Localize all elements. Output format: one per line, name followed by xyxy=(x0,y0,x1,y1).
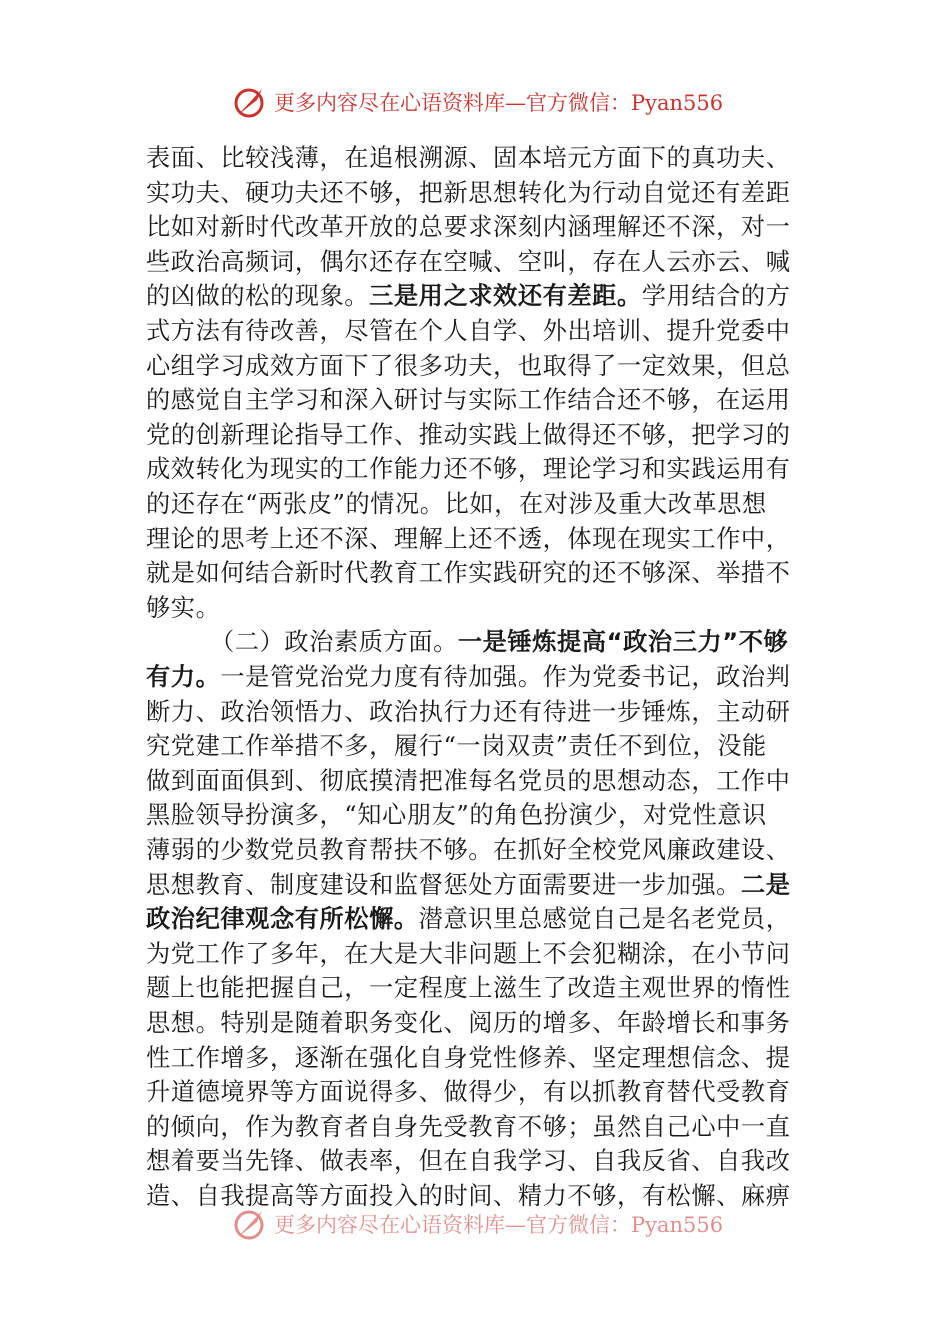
text-line xyxy=(146,349,810,383)
text-run: 表面、比较浅薄，在追根溯源、固本培元方面下的真功夫、 xyxy=(146,144,791,172)
watermark-text: 更多内容尽在心语资料库—官方微信：Pyan556 xyxy=(274,91,724,115)
text-line xyxy=(146,314,810,348)
text-run: 一是管党治党力度有待加强。作为党委书记，政治判 xyxy=(220,663,791,691)
text-line xyxy=(146,798,810,832)
text-run: 为党工作了多年，在大是大非问题上不会犯糊涂，在小节问 xyxy=(146,939,791,968)
text-run: 学用结合的方 xyxy=(641,282,791,311)
text-line xyxy=(146,245,810,279)
text-line xyxy=(146,452,810,486)
text-line xyxy=(146,556,810,590)
text-line xyxy=(146,937,810,971)
text-run: 造、自我提高等方面投入的时间、精力不够，有松懈、麻痹 xyxy=(146,1182,791,1210)
text-run: 心组学习成效方面下了很多功夫，也取得了一定效果，但总 xyxy=(146,351,791,380)
quill-logo-icon xyxy=(232,1206,268,1242)
watermark-header xyxy=(232,82,752,122)
text-run: 式方法有待改善，尽管在个人自学、外出培训、提升党委中 xyxy=(146,317,791,345)
bold-heading: 有力。 xyxy=(146,663,221,691)
bold-heading: 二是 xyxy=(740,870,791,899)
text-line xyxy=(146,210,810,244)
text-run: 够实。 xyxy=(146,593,221,622)
text-run: 薄弱的少数党员教育帮扶不够。在抓好全校党风廉政建设、 xyxy=(146,836,791,864)
text-run: 理论的思考上还不深、理解上还不透，体现在现实工作中， xyxy=(146,524,791,553)
text-run: 成效转化为现实的工作能力还不够，理论学习和实践运用有 xyxy=(146,455,791,484)
text-line xyxy=(146,764,810,798)
text-run: 思想教育、制度建设和监督惩处方面需要进一步加强。 xyxy=(146,870,741,899)
text-line xyxy=(146,141,810,175)
text-run: 升道德境界等方面说得多、做得少，有以抓教育替代受教育 xyxy=(146,1078,791,1107)
watermark-text: 更多内容尽在心语资料库—官方微信：Pyan556 xyxy=(274,1213,724,1237)
text-line xyxy=(146,522,810,556)
text-line xyxy=(210,625,874,659)
text-line xyxy=(146,591,810,625)
bold-heading: 三是用之求效还有差距。 xyxy=(369,282,642,311)
text-run: 的感觉自主学习和深入研讨与实际工作结合还不够，在运用 xyxy=(146,386,791,415)
text-run: 就是如何结合新时代教育工作实践研究的还不够深、举措不 xyxy=(146,559,791,588)
text-line xyxy=(146,971,810,1005)
text-run: 黑脸领导扮演多，“知心朋友”的角色扮演少，对党性意识 xyxy=(146,801,767,830)
text-line xyxy=(146,833,810,867)
watermark-footer xyxy=(232,1204,752,1244)
quill-logo-icon xyxy=(232,84,268,120)
text-line xyxy=(146,1006,810,1040)
text-run: 潜意识里总感觉自己是名老党员， xyxy=(418,905,791,934)
text-line xyxy=(146,868,810,902)
text-line xyxy=(146,660,810,694)
text-line xyxy=(146,383,810,417)
text-run: 断力、政治领悟力、政治执行力还有待进一步锤炼，主动研 xyxy=(146,697,791,726)
text-run: 的倾向，作为教育者自身先受教育不够；虽然自己心中一直 xyxy=(146,1112,791,1141)
text-run: 性工作增多，逐渐在强化自身党性修养、坚定理想信念、提 xyxy=(146,1043,791,1072)
text-line xyxy=(146,902,810,936)
text-run: 究党建工作举措不多，履行“一岗双责”责任不到位，没能 xyxy=(146,732,767,761)
text-run: 的还存在“两张皮”的情况。比如，在对涉及重大改革思想 xyxy=(146,490,767,518)
text-run: 些政治高频词，偶尔还存在空喊、空叫，存在人云亦云、喊 xyxy=(146,247,791,276)
text-run: 做到面面俱到、彻底摸清把准每名党员的思想动态，工作中 xyxy=(146,766,791,795)
bold-heading: 一是锤炼提高“政治三力”不够 xyxy=(457,628,789,657)
text-run: 思想。特别是随着职务变化、阅历的增多、年龄增长和事务 xyxy=(146,1009,791,1037)
text-line xyxy=(146,1110,810,1144)
text-line xyxy=(146,1041,810,1075)
text-run: （二）政治素质方面。 xyxy=(210,628,458,657)
text-run: 党的创新理论指导工作、推动实践上做得还不够，把学习的 xyxy=(146,420,791,449)
text-line xyxy=(146,176,810,210)
text-run: 比如对新时代改革开放的总要求深刻内涵理解还不深，对一 xyxy=(146,213,791,242)
text-run: 题上也能把握自己，一定程度上滋生了改造主观世界的惰性 xyxy=(146,974,791,1003)
text-run: 想着要当先锋、做表率，但在自我学习、自我反省、自我改 xyxy=(146,1147,791,1176)
text-run: 的凶做的松的现象。 xyxy=(146,282,370,311)
text-line xyxy=(146,418,810,452)
text-line xyxy=(146,279,810,313)
text-run: 实功夫、硬功夫还不够，把新思想转化为行动自觉还有差距 xyxy=(146,178,791,207)
text-line xyxy=(146,729,810,763)
text-line xyxy=(146,1075,810,1109)
text-line xyxy=(146,487,810,521)
text-line xyxy=(146,695,810,729)
bold-heading: 政治纪律观念有所松懈。 xyxy=(146,905,419,934)
text-line xyxy=(146,1144,810,1178)
